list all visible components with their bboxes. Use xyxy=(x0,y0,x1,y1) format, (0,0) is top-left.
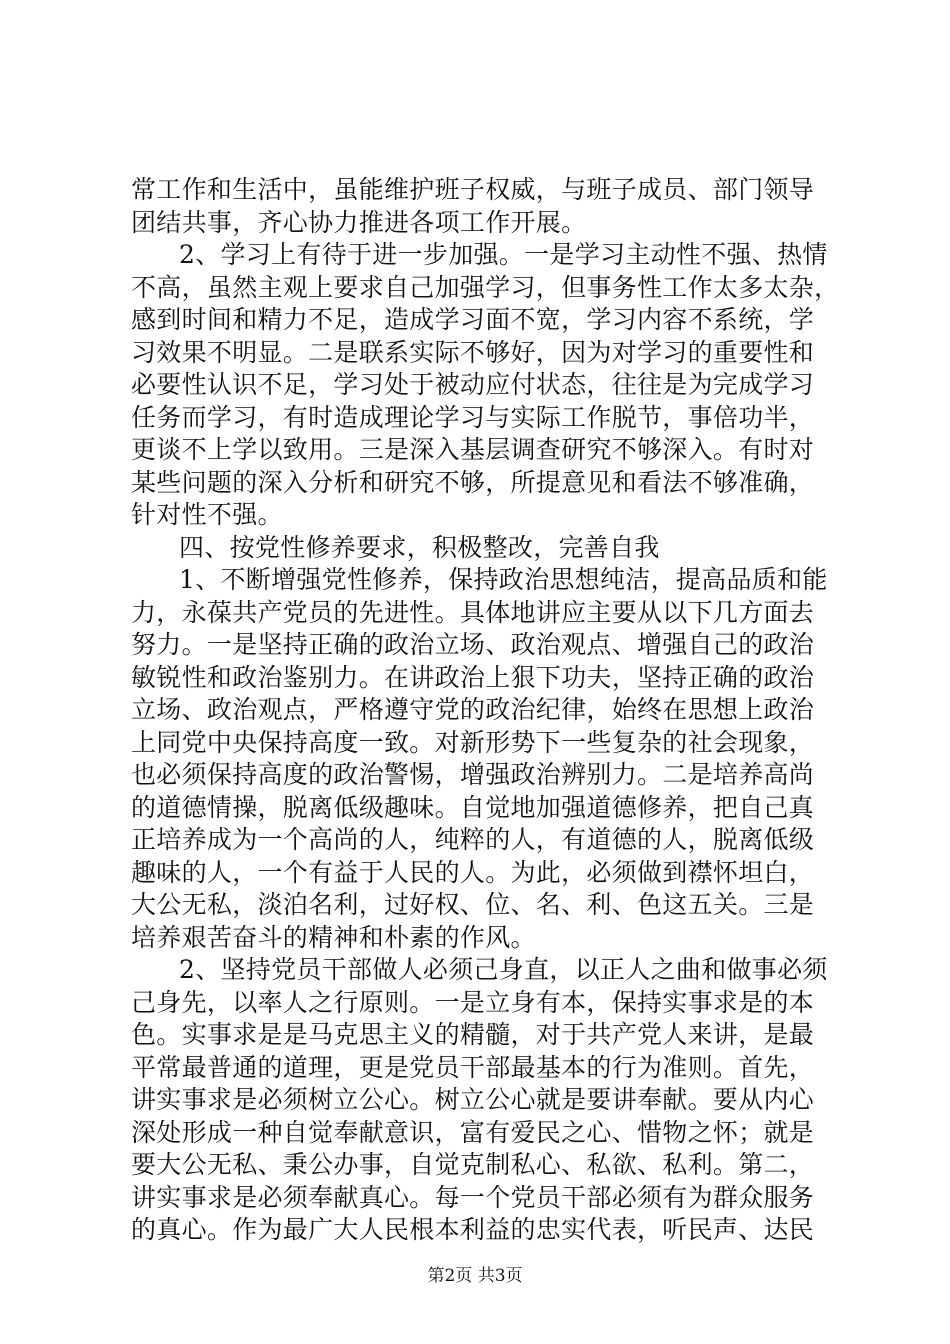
text-line: 不高，虽然主观上要求自己加强学习，但事务性工作太多太杂， xyxy=(131,272,840,302)
text-line: 培养艰苦奋斗的精神和朴素的作风。 xyxy=(131,922,536,952)
text-line: 己身先，以率人之行原则。一是立身有本，保持实事求是的本 xyxy=(131,987,815,1017)
text-line: 常工作和生活中，虽能维护班子权威，与班子成员、部门领导 xyxy=(131,175,815,204)
text-line: 2、学习上有待于进一步加强。一是学习主动性不强、热情 xyxy=(179,240,828,269)
text-line: 团结共事，齐心协力推进各项工作开展。 xyxy=(131,207,587,237)
text-line: 要大公无私、秉公办事，自觉克制私心、私欲、私利。第二， xyxy=(131,1150,815,1179)
text-line: 平常最普通的道理，更是党员干部最基本的行为准则。首先， xyxy=(131,1052,815,1082)
text-line: 2、坚持党员干部做人必须己身直，以正人之曲和做事必须 xyxy=(179,955,828,984)
text-line: 四、按党性修养要求，积极整改，完善自我 xyxy=(179,532,660,562)
text-line: 趣味的人，一个有益于人民的人。为此，必须做到襟怀坦白， xyxy=(131,857,815,887)
text-line: 立场、政治观点，严格遵守党的政治纪律，始终在思想上政治 xyxy=(131,695,815,724)
text-line: 的真心。作为最广大人民根本利益的忠实代表，听民声、达民 xyxy=(131,1215,815,1244)
text-line: 讲实事求是必须奉献真心。每一个党员干部必须有为群众服务 xyxy=(131,1182,815,1212)
page-footer: 第2页 共3页 xyxy=(427,1266,523,1286)
document-body xyxy=(131,174,841,1247)
text-line: 敏锐性和政治鉴别力。在讲政治上狠下功夫，坚持正确的政治 xyxy=(131,662,815,692)
text-line: 习效果不明显。二是联系实际不够好，因为对学习的重要性和 xyxy=(131,337,815,367)
text-line: 1、不断增强党性修养，保持政治思想纯洁，提高品质和能 xyxy=(179,565,828,594)
text-line: 感到时间和精力不足，造成学习面不宽，学习内容不系统，学 xyxy=(131,305,815,334)
text-line: 深处形成一种自觉奉献意识，富有爱民之心、惜物之怀；就是 xyxy=(131,1117,815,1147)
text-line: 色。实事求是是马克思主义的精髓，对于共产党人来讲，是最 xyxy=(131,1020,815,1049)
text-line: 任务而学习，有时造成理论学习与实际工作脱节，事倍功半， xyxy=(131,402,815,432)
text-line: 也必须保持高度的政治警惕，增强政治辨别力。二是培养高尚 xyxy=(131,760,815,789)
text-line: 针对性不强。 xyxy=(131,500,283,529)
text-line: 必要性认识不足，学习处于被动应付状态，往往是为完成学习 xyxy=(131,370,815,399)
text-line: 努力。一是坚持正确的政治立场、政治观点、增强自己的政治 xyxy=(131,630,815,659)
text-line: 正培养成为一个高尚的人，纯粹的人，有道德的人，脱离低级 xyxy=(131,825,815,854)
text-line: 力，永葆共产党员的先进性。具体地讲应主要从以下几方面去 xyxy=(131,597,815,627)
text-line: 讲实事求是必须树立公心。树立公心就是要讲奉献。要从内心 xyxy=(131,1085,815,1114)
text-line: 某些问题的深入分析和研究不够，所提意见和看法不够准确， xyxy=(131,467,815,497)
text-line: 的道德情操，脱离低级趣味。自觉地加强道德修养，把自己真 xyxy=(131,792,815,822)
text-line: 上同党中央保持高度一致。对新形势下一些复杂的社会现象， xyxy=(131,727,815,757)
text-line: 大公无私，淡泊名利，过好权、位、名、利、色这五关。三是 xyxy=(131,890,815,919)
text-line: 更谈不上学以致用。三是深入基层调查研究不够深入。有时对 xyxy=(131,435,815,464)
